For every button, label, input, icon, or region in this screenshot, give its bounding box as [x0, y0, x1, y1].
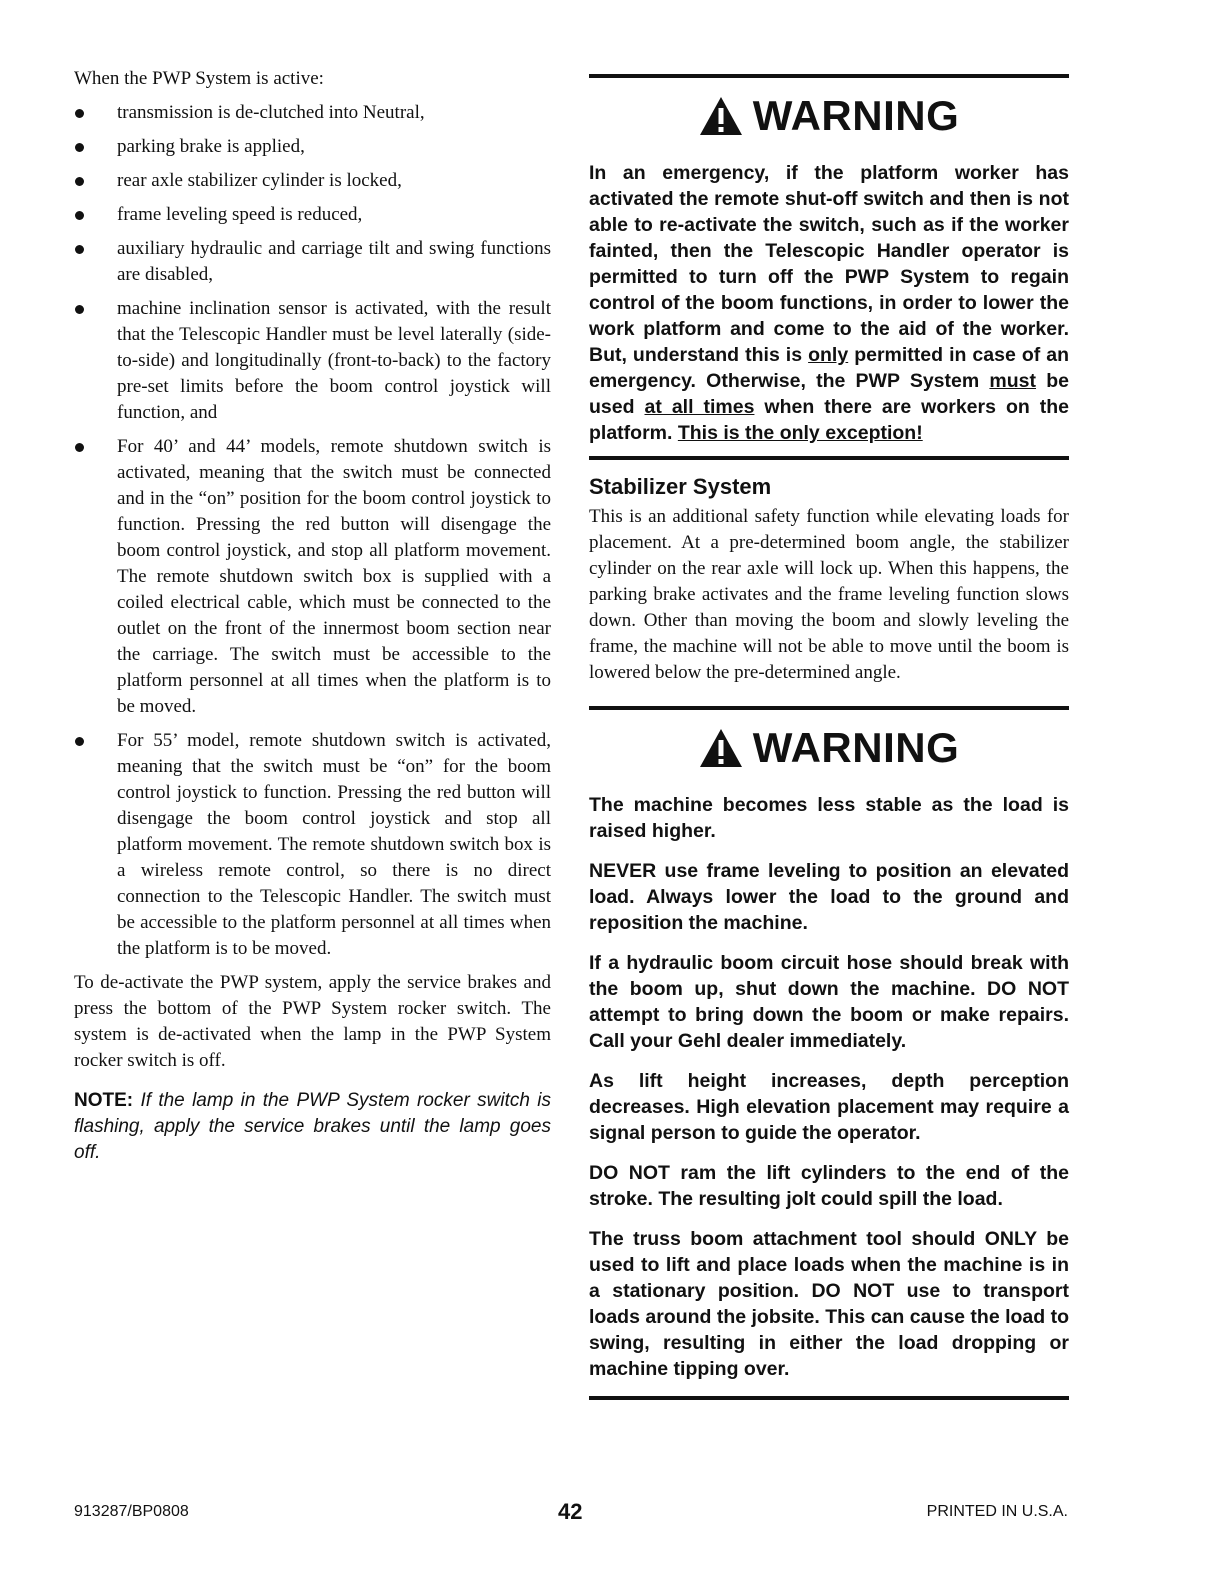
page-footer [74, 1499, 1068, 1525]
right-column [589, 74, 1069, 1400]
bullet-icon [75, 737, 84, 746]
bullet-icon [75, 245, 84, 254]
warning-text: NEVER use frame leveling to position an elevated load. Always lower the load to the ground and reposition the machine. [589, 860, 1069, 934]
bullet-icon [75, 109, 84, 118]
bullet-icon [75, 443, 84, 452]
printed-in: PRINTED IN U.S.A. [926, 1503, 1068, 1520]
warning-text: The truss boom attachment tool should ONLY be used to lift and place loads when the machine is in a stationary position. DO NOT use to transport loads around the jobsite. This can cause the load to swing, resulting in either the load dropping or machine tipping over. [589, 1228, 1069, 1380]
warning-text: The machine becomes less stable as the load is raised higher. [589, 794, 1069, 842]
intro-text: When the PWP System is active: [74, 68, 324, 89]
list-item: auxiliary hydraulic and carriage tilt and swing functions are disabled, [74, 236, 551, 288]
warning-text: DO NOT ram the lift cylinders to the end of the stroke. The resulting jolt could spill the load. [589, 1162, 1069, 1210]
active-conditions-list [74, 100, 551, 962]
list-item: For 40’ and 44’ models, remote shutdown switch is activated, meaning that the switch must be connected and in the “on” position for the boom control joystick to function. Pressing the red button will disengage the boom control joystick, and stop all platform movement. The remote shutdown switch box is supplied with a coiled electrical cable, which must be connected to the outlet on the front of the innermost boom section near the carriage. The switch must be accessible to the platform personnel at all times when the platform is to be moved. [74, 434, 551, 720]
list-item: parking brake is applied, [74, 134, 551, 160]
warning-title: WARNING [752, 92, 960, 139]
warning-text: If a hydraulic boom circuit hose should break with the boom up, shut down the machine. DO NOT attempt to bring down the boom or make repairs. Call your Gehl dealer immediately. [589, 952, 1069, 1052]
warning-text: As lift height increases, depth perception decreases. High elevation placement may require a signal person to guide the operator. [589, 1070, 1069, 1144]
bullet-icon [75, 211, 84, 220]
bullet-icon [75, 143, 84, 152]
note-label: NOTE: [74, 1090, 134, 1111]
page-number: 42 [558, 1499, 583, 1524]
stabilizer-paragraph: This is an additional safety function while elevating loads for placement. At a pre-determined boom angle, the stabilizer cylinder on the rear axle will lock up. When this happens, the parking brake activates and the frame leveling function slows down. Other than moving the boom and slowly leveling the frame, the machine will not be able to move until the boom is lowered below the pre-determined angle. [589, 506, 1069, 683]
list-item: For 55’ model, remote shutdown switch is activated, meaning that the switch must be “on” for the boom control joystick to function. Pressing the red button will disengage the boom control joystick and stop all platform movement. The remote shutdown switch box is a wireless remote control, so there is no direct connection to the Telescopic Handler. The switch must be accessible to the platform personnel at all times when the platform is to be moved. [74, 728, 551, 962]
warning-triangle-icon [699, 96, 743, 136]
warning-text: In an emergency, if the platform worker has activated the remote shut-off switch and then is not able to re-activate the switch, such as if the worker fainted, then the Telescopic Handler operator is permitted to turn off the PWP System to regain control of the boom functions, in order to lower the work platform and come to the aid of the worker. But, understand this is only permitted in case of an emergency. Otherwise, the PWP System must be used at all times when there are workers on the platform. This is the only exception! [589, 162, 1070, 444]
warning-header [589, 714, 1069, 782]
list-item: rear axle stabilizer cylinder is locked, [74, 168, 551, 194]
list-item: machine inclination sensor is activated, with the result that the Telescopic Handler must be level laterally (side-to-side) and longitudinally (front-to-back) to the factory pre-set limits before the boom control joystick will function, and [74, 296, 551, 426]
list-item: frame leveling speed is reduced, [74, 202, 551, 228]
bullet-icon [75, 177, 84, 186]
divider [589, 456, 1069, 460]
warning-triangle-icon [699, 728, 743, 768]
left-column [74, 66, 551, 1166]
note-text: If the lamp in the PWP System rocker switch is flashing, apply the service brakes until the lamp goes off. [74, 1090, 551, 1163]
divider [589, 1396, 1069, 1400]
document-code: 913287/BP0808 [74, 1503, 189, 1520]
warning-header [589, 82, 1069, 150]
warning-title: WARNING [752, 724, 960, 771]
divider [589, 706, 1069, 710]
deactivate-paragraph: To de-activate the PWP system, apply the service brakes and press the bottom of the PWP System rocker switch. The system is de-activated when the lamp in the PWP System rocker switch is off. [74, 972, 551, 1071]
bullet-icon [75, 305, 84, 314]
divider [589, 74, 1069, 78]
note [74, 1088, 551, 1166]
list-item: transmission is de-clutched into Neutral, [74, 100, 551, 126]
section-title: Stabilizer System [589, 474, 772, 499]
